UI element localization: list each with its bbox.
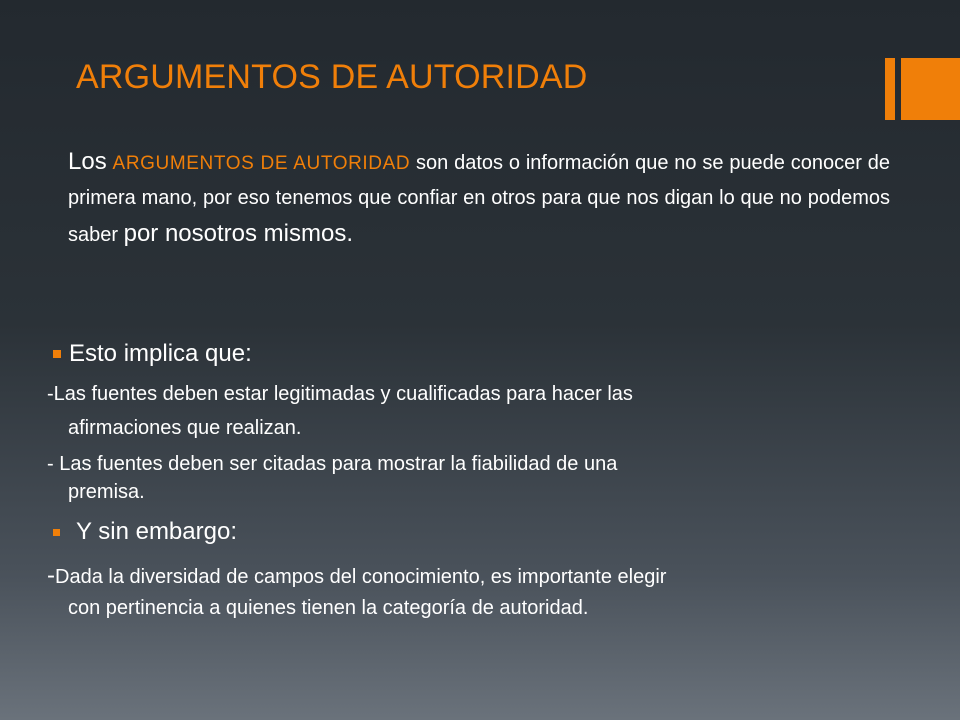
point-2-line-1: - Las fuentes deben ser citadas para mostrar la fiabilidad de una bbox=[47, 453, 618, 475]
intro-paragraph bbox=[68, 144, 890, 253]
point-1-line-1: -Las fuentes deben estar legitimadas y cualificadas para hacer las bbox=[47, 383, 633, 405]
bullet-sin-embargo-label: Y sin embargo: bbox=[76, 518, 237, 545]
point-1-line-2: afirmaciones que realizan. bbox=[68, 417, 302, 439]
accent-bar-thin bbox=[885, 58, 895, 120]
point-3-line-1 bbox=[47, 562, 666, 590]
intro-tail: por nosotros mismos. bbox=[123, 220, 353, 247]
intro-lead: Los bbox=[68, 148, 107, 175]
slide-title: ARGUMENTOS DE AUTORIDAD bbox=[76, 58, 588, 96]
bullet-implica bbox=[53, 340, 252, 368]
point-2-line-2: premisa. bbox=[68, 481, 145, 503]
point-3-text: Dada la diversidad de campos del conocimiento, es importante elegir bbox=[55, 566, 667, 588]
point-3-dash: - bbox=[47, 562, 55, 589]
accent-block bbox=[901, 58, 960, 120]
point-3-line-2: con pertinencia a quienes tienen la categoría de autoridad. bbox=[68, 597, 589, 619]
bullet-sin-embargo bbox=[53, 518, 237, 546]
square-bullet-icon bbox=[53, 350, 61, 358]
intro-highlight: ARGUMENTOS DE AUTORIDAD bbox=[112, 153, 411, 174]
intro-body: son datos o información que no se puede conocer de primera mano, por eso tenemos que confiar en otros para que nos digan lo que no podemos saber bbox=[68, 152, 891, 246]
square-bullet-icon bbox=[53, 529, 60, 536]
bullet-implica-label: Esto implica que: bbox=[69, 340, 252, 367]
